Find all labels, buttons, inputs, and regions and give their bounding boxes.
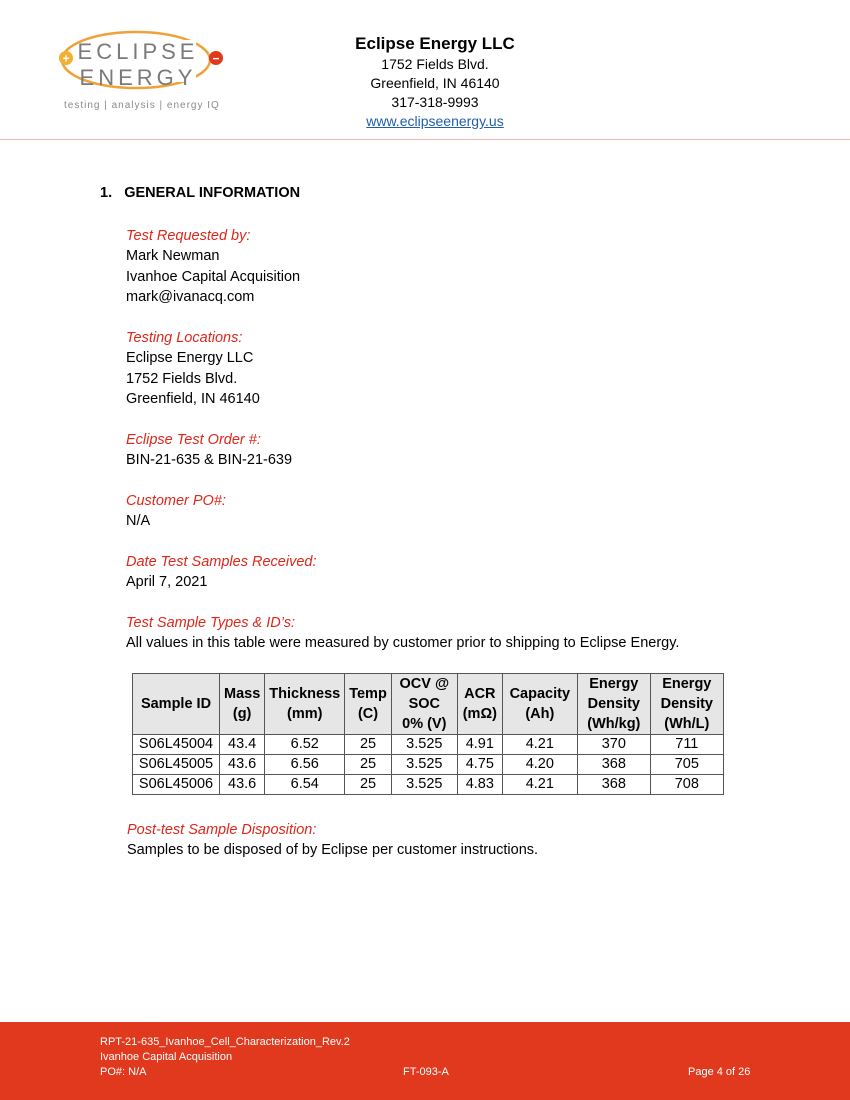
table-row bbox=[133, 755, 724, 775]
header-divider bbox=[0, 139, 850, 140]
table-row bbox=[133, 775, 724, 795]
cell-capacity: 4.21 bbox=[502, 735, 577, 755]
logo-line1: ECLIPSE bbox=[77, 39, 199, 64]
testing-locations-label: Testing Locations: bbox=[126, 330, 243, 346]
cell-energy-density-wh-kg: 370 bbox=[577, 735, 650, 755]
date-received-value: April 7, 2021 bbox=[126, 574, 208, 591]
table-row bbox=[133, 735, 724, 755]
requested-by-block bbox=[126, 226, 776, 308]
sample-table bbox=[132, 673, 724, 795]
customer-po-label: Customer PO#: bbox=[126, 493, 226, 509]
section-number: 1. bbox=[100, 185, 113, 201]
footer-form-id: FT-093-A bbox=[403, 1066, 449, 1078]
cell-acr: 4.83 bbox=[457, 775, 502, 795]
cell-energy-density-wh-kg: 368 bbox=[577, 775, 650, 795]
test-order-label: Eclipse Test Order #: bbox=[126, 432, 261, 448]
cell-energy-density-wh-l: 708 bbox=[650, 775, 723, 795]
cell-energy-density-wh-kg: 368 bbox=[577, 755, 650, 775]
header-energy-density-wh-l: Energy Density (Wh/L) bbox=[650, 674, 723, 735]
requester-email: mark@ivanacq.com bbox=[126, 289, 255, 306]
location-line3: Greenfield, IN 46140 bbox=[126, 391, 260, 408]
cell-temp: 25 bbox=[345, 735, 392, 755]
cell-energy-density-wh-l: 705 bbox=[650, 755, 723, 775]
customer-po-value: N/A bbox=[126, 513, 151, 530]
header-thickness: Thickness (mm) bbox=[265, 674, 345, 735]
header-energy-density-wh-kg: Energy Density (Wh/kg) bbox=[577, 674, 650, 735]
logo-line2: ENERGY bbox=[79, 65, 197, 90]
cell-sample-id: S06L45004 bbox=[133, 735, 220, 755]
disposition-block bbox=[127, 820, 777, 861]
cell-sample-id: S06L45005 bbox=[133, 755, 220, 775]
cell-mass: 43.6 bbox=[220, 775, 265, 795]
cell-thickness: 6.54 bbox=[265, 775, 345, 795]
company-logo bbox=[56, 26, 236, 121]
location-line1: Eclipse Energy LLC bbox=[126, 350, 254, 367]
customer-po-block bbox=[126, 491, 776, 532]
disposition-label: Post-test Sample Disposition: bbox=[127, 822, 317, 838]
requester-company: Ivanhoe Capital Acquisition bbox=[126, 268, 301, 285]
minus-symbol: − bbox=[212, 51, 220, 66]
cell-energy-density-wh-l: 711 bbox=[650, 735, 723, 755]
cell-ocv: 3.525 bbox=[391, 775, 457, 795]
cell-mass: 43.4 bbox=[220, 735, 265, 755]
company-info bbox=[330, 33, 540, 131]
requested-by-label: Test Requested by: bbox=[126, 228, 251, 244]
plus-symbol: + bbox=[62, 51, 70, 66]
section-heading bbox=[100, 185, 300, 201]
date-received-block bbox=[126, 552, 776, 593]
disposition-value: Samples to be disposed of by Eclipse per customer instructions. bbox=[127, 842, 539, 859]
footer-doc-id: RPT-21-635_Ivanhoe_Cell_Characterization_Rev.2 bbox=[100, 1036, 350, 1048]
sample-types-note: All values in this table were measured by customer prior to shipping to Eclipse Energy. bbox=[126, 635, 680, 652]
footer-page-number: Page 4 of 26 bbox=[688, 1066, 751, 1078]
cell-thickness: 6.52 bbox=[265, 735, 345, 755]
cell-acr: 4.75 bbox=[457, 755, 502, 775]
company-website-link[interactable]: www.eclipseenergy.us bbox=[366, 113, 504, 129]
company-phone: 317-318-9993 bbox=[391, 94, 479, 110]
header-ocv: OCV @ SOC 0% (V) bbox=[391, 674, 457, 735]
company-name: Eclipse Energy LLC bbox=[355, 34, 515, 53]
test-order-block bbox=[126, 430, 776, 471]
cell-ocv: 3.525 bbox=[391, 735, 457, 755]
requester-name: Mark Newman bbox=[126, 248, 220, 265]
header-mass: Mass (g) bbox=[220, 674, 265, 735]
cell-sample-id: S06L45006 bbox=[133, 775, 220, 795]
sample-types-label: Test Sample Types & ID’s: bbox=[126, 615, 295, 631]
header-temp: Temp (C) bbox=[345, 674, 392, 735]
footer-client: Ivanhoe Capital Acquisition bbox=[100, 1051, 233, 1063]
page-footer bbox=[0, 1022, 850, 1100]
header-sample-id: Sample ID bbox=[133, 674, 220, 735]
header-acr: ACR (mΩ) bbox=[457, 674, 502, 735]
cell-temp: 25 bbox=[345, 775, 392, 795]
cell-thickness: 6.56 bbox=[265, 755, 345, 775]
test-order-value: BIN-21-635 & BIN-21-639 bbox=[126, 452, 293, 469]
cell-ocv: 3.525 bbox=[391, 755, 457, 775]
logo-tagline: testing | analysis | energy IQ bbox=[64, 100, 220, 111]
location-line2: 1752 Fields Blvd. bbox=[126, 370, 238, 387]
company-address-line2: Greenfield, IN 46140 bbox=[370, 75, 500, 91]
table-header-row bbox=[133, 674, 724, 735]
cell-acr: 4.91 bbox=[457, 735, 502, 755]
cell-capacity: 4.20 bbox=[502, 755, 577, 775]
header-capacity: Capacity (Ah) bbox=[502, 674, 577, 735]
cell-mass: 43.6 bbox=[220, 755, 265, 775]
testing-locations-block bbox=[126, 328, 776, 410]
cell-capacity: 4.21 bbox=[502, 775, 577, 795]
date-received-label: Date Test Samples Received: bbox=[126, 554, 317, 570]
cell-temp: 25 bbox=[345, 755, 392, 775]
sample-types-block bbox=[126, 613, 776, 654]
section-title: GENERAL INFORMATION bbox=[124, 185, 301, 201]
footer-po: PO#: N/A bbox=[100, 1066, 147, 1078]
company-address-line1: 1752 Fields Blvd. bbox=[381, 56, 489, 72]
